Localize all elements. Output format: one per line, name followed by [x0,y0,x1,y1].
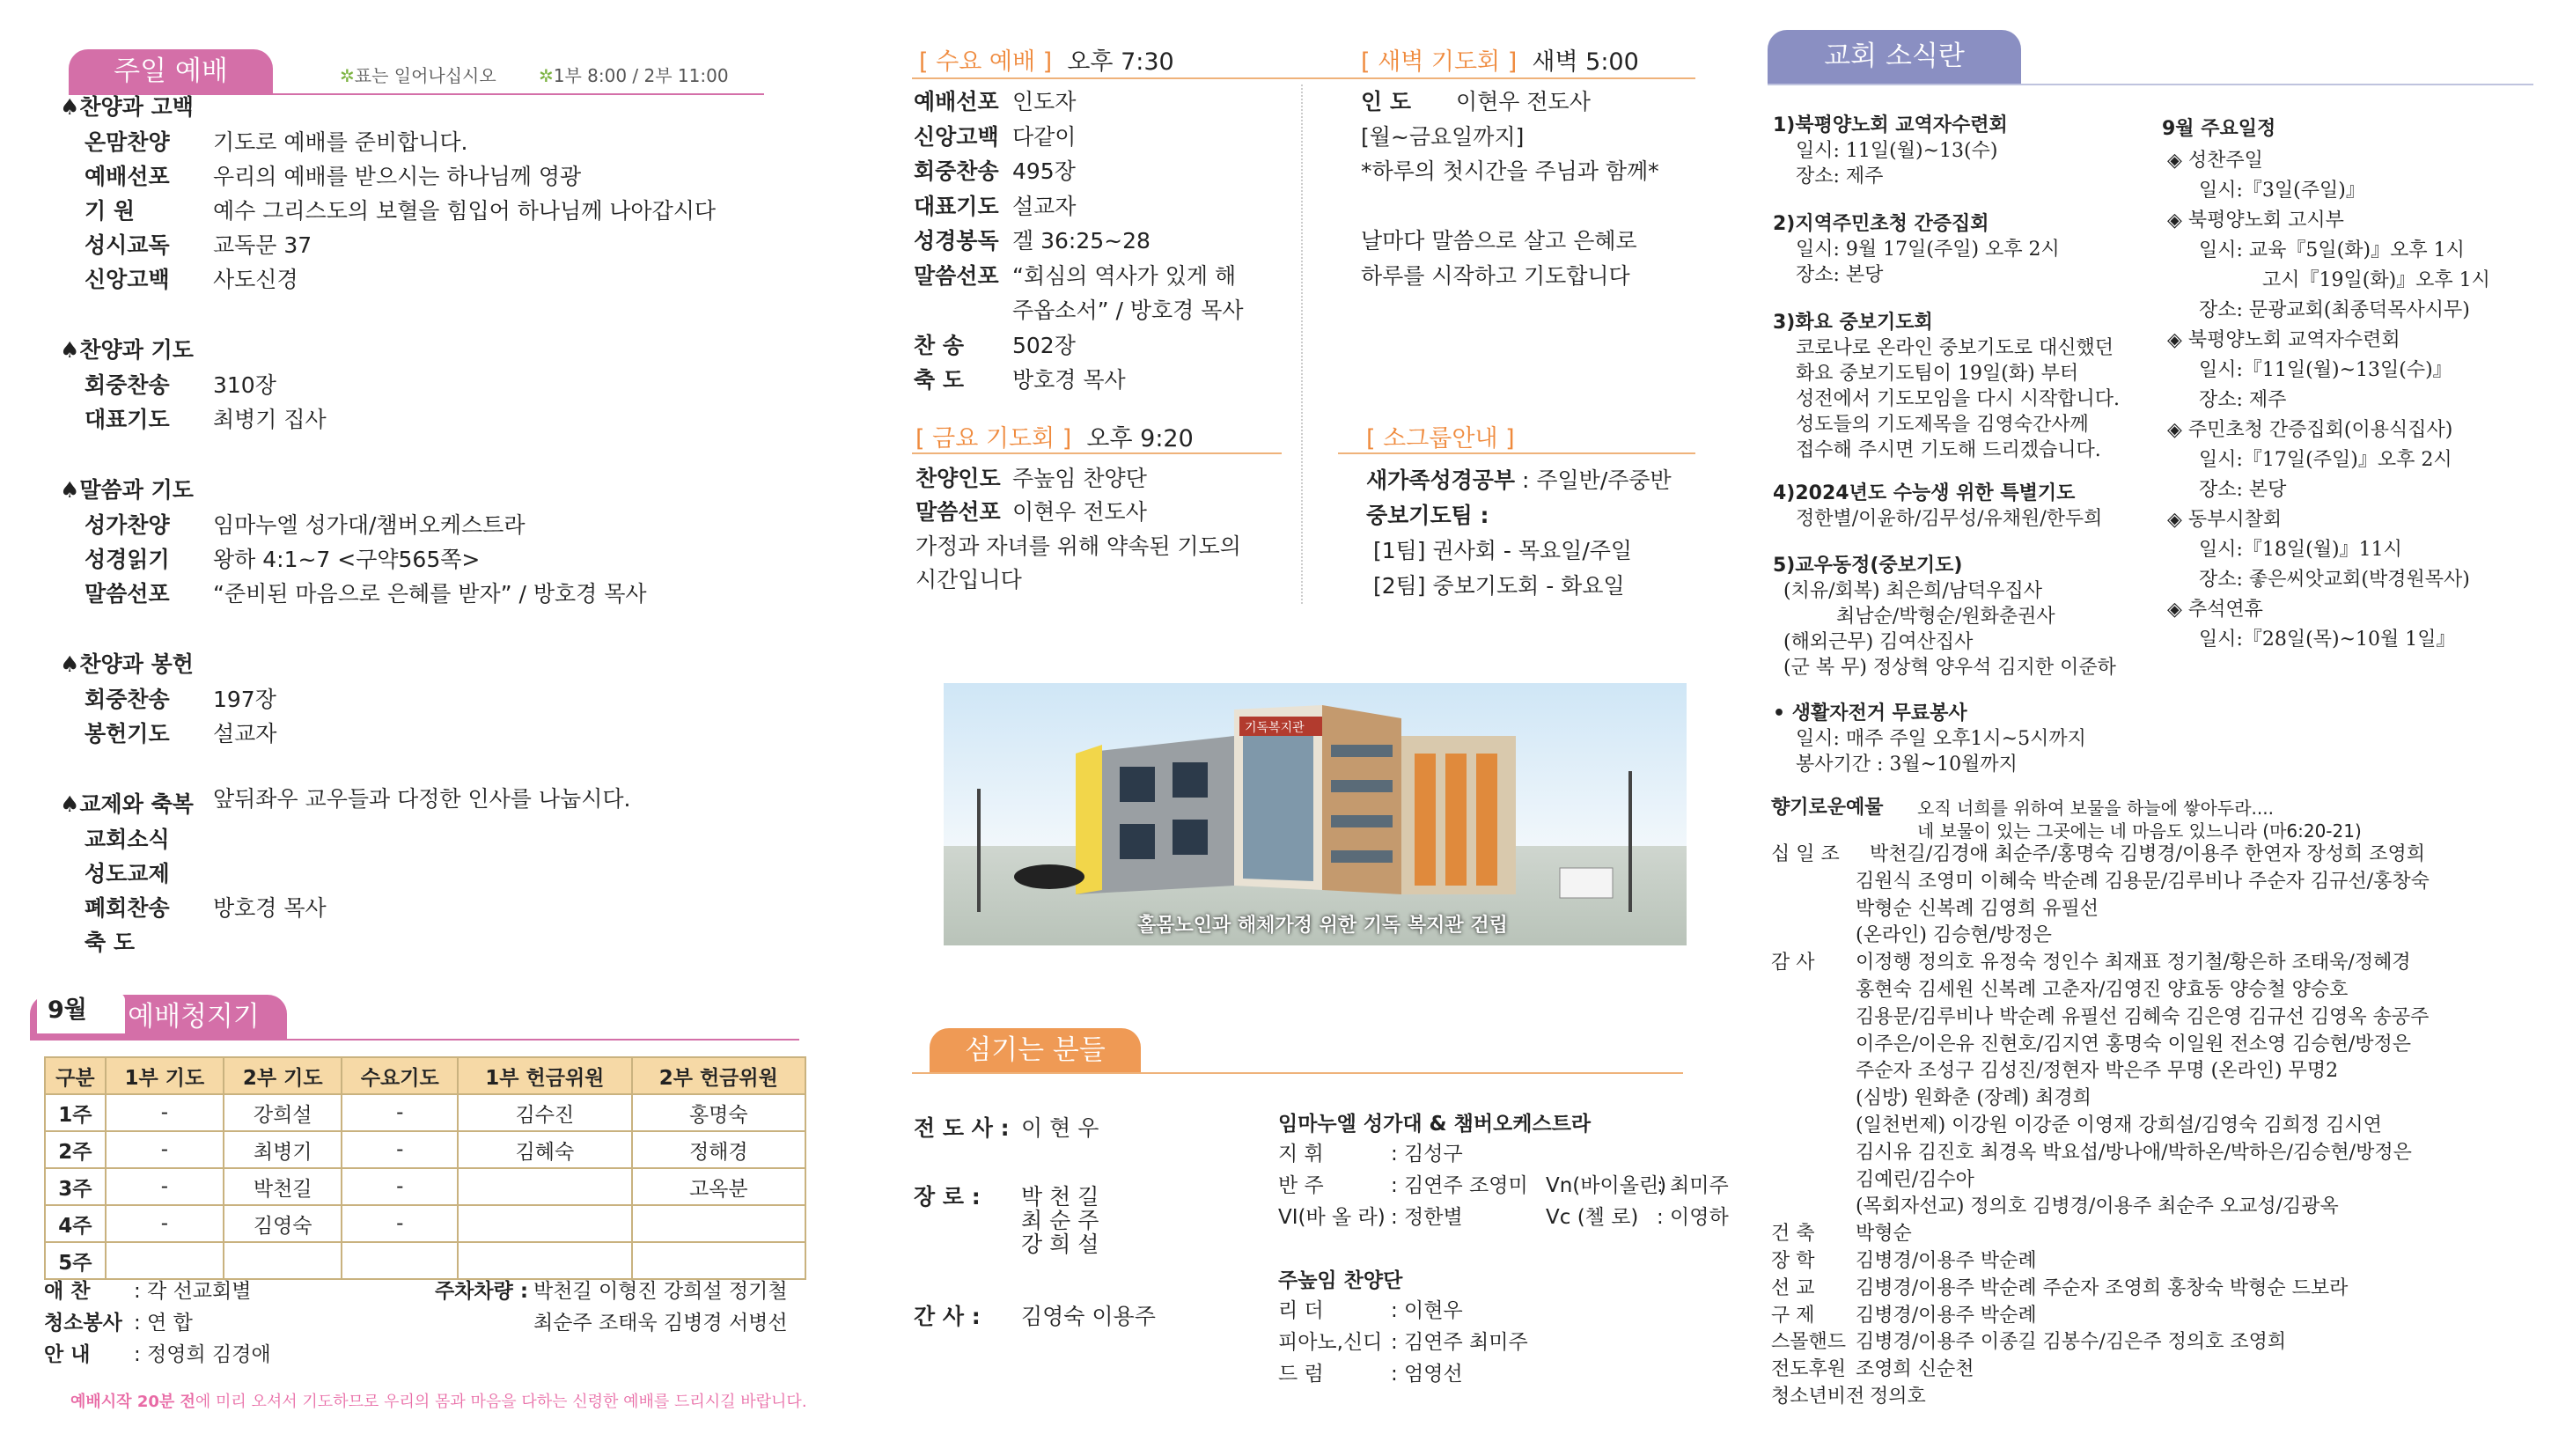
news-line: 장소: 본당 [1796,264,1884,286]
wed-value: 502장 [1012,332,1076,358]
smallgroup-line-1: 새가족성경공부 : 주일반/주중반 [1366,467,1672,493]
table-cell [458,1205,631,1242]
offering-names: 박천길/김경애 최순주/홍명숙 김병경/이용주 한연자 장성희 조영희 [1870,843,2426,865]
sept-title: 9월 주요일정 [2162,118,2276,140]
elders-label: 장 로 : [914,1184,981,1210]
choir-role: 지 휘 [1278,1143,1324,1166]
offering-category: 장 학 [1771,1250,1815,1272]
order-label: 폐회찬송 [85,895,170,921]
divider [1338,452,1695,454]
offering-names: 이주은/이은유 진현호/김지연 홍명숙 이일원 전소영 김승현/방정은 [1856,1033,2412,1055]
table-cell [342,1242,458,1279]
sept-line: ◈ 추석연휴 [2167,599,2263,621]
section-title: ♠찬양과 고백 [60,94,194,120]
offering-names: 김예린/김수아 [1856,1168,1974,1191]
month-box: 9월 [37,993,125,1033]
offering-category: 구 제 [1771,1304,1815,1327]
offering-names: 김시유 김진호 최경옥 박요섭/방나애/박하온/박하은/김승현/방정은 [1856,1141,2412,1164]
order-label: 온맘찬양 [85,129,170,155]
sept-line: 일시: 교육『5일(화)』오후 1시 [2199,239,2465,261]
parking-1: 박천길 이형진 강희설 정기철 [533,1280,788,1303]
offering-names: 김병경/이용주 박순례 [1856,1304,2037,1327]
news-line: 봉사기간 : 3월~10월까지 [1796,754,2018,776]
table-cell: 3주 [45,1168,106,1205]
offering-names: 박형순 [1856,1223,1912,1246]
news-line: 접수해 주시면 기도해 드리겠습니다. [1796,439,2101,461]
dawn-line: [월~금요일까지] [1361,123,1525,150]
order-value: 310장 [213,372,276,398]
fri-text-2: 시간입니다 [915,567,1022,592]
news-line: 일시: 11일(월)~13(수) [1796,140,1998,162]
table-cell: 박천길 [224,1168,342,1205]
fri-label: 말씀선포 [915,499,1001,525]
wed-value: 방호경 목사 [1012,367,1126,393]
sept-line: 일시:『3일(주일)』 [2199,180,2365,202]
elder-1: 박 천 길 [1021,1184,1099,1210]
order-label: 신앙고백 [85,267,170,292]
table-cell: 4주 [45,1205,106,1242]
offering-category: 청소년비전 [1771,1386,1865,1408]
offering-category: 선 교 [1771,1276,1815,1299]
order-value: 사도신경 [213,267,298,292]
duty-value: : 각 선교회별 [134,1280,252,1303]
choir-title: 임마누엘 성가대 & 챔버오케스트라 [1278,1113,1592,1136]
divider [1768,84,2533,85]
news-line: 일시: 매주 주일 오후1시~5시까지 [1796,728,2086,750]
column-divider [1301,85,1303,604]
wed-label: 회중찬송 [914,158,999,184]
sept-line: ◈ 북평양노회 교역자수련회 [2167,329,2400,351]
order-value: 방호경 목사 [213,895,327,921]
offering-category: 건 축 [1771,1223,1815,1246]
offering-names: (심방) 원화춘 (장례) 최경희 [1856,1087,2092,1110]
table-row [45,1131,805,1168]
table-row [45,1242,805,1279]
offering-category: 전도후원 [1771,1358,1847,1381]
sept-line: ◈ 동부시찰회 [2167,509,2283,531]
news-title: 1)북평양노회 교역자수련회 [1773,114,2008,136]
jeondosa-name: 이 현 우 [1021,1115,1099,1141]
tab-schedule: 예배청지기 [30,995,287,1039]
sept-line: 고시『19일(화)』오후 1시 [2262,269,2490,291]
parking-label: 주차차량 : [435,1280,529,1303]
wed-label: 예배선포 [914,89,999,114]
sept-line: ◈ 주민초청 간증집회(이용식집사) [2167,419,2453,441]
wed-label: 말씀선포 [914,262,999,289]
tab-servers: 섬기는 분들 [930,1028,1141,1072]
offering-names: 주순자 조성구 김성진/정현자 박은주 무명 (온라인) 무명2 [1856,1060,2339,1083]
wed-value: 495장 [1012,158,1076,184]
offering-names: (일천번제) 이강원 이강준 이영재 강희설/김영숙 김희정 김시연 [1856,1114,2382,1136]
choir-name: : 최미주 [1657,1174,1729,1197]
sept-line: ◈ 북평양노회 고시부 [2167,210,2344,232]
offering-names: 김용문/김루비나 박순례 유필선 김혜숙 김은영 김규선 김영옥 송공주 [1856,1005,2430,1028]
wed-label: 찬 송 [914,332,965,358]
offering-names: 김원식 조영미 이혜숙 박순례 김용문/김루비나 주순자 김규선/홍창숙 [1856,870,2430,893]
table-header: 2부 기도 [224,1057,342,1094]
praise-name: : 이현우 [1391,1299,1463,1322]
table-cell: 강희설 [224,1094,342,1131]
fri-value: 이현우 전도사 [1012,499,1147,525]
order-value: 기도로 예배를 준비합니다. [213,129,468,155]
order-label: 교회소식 [85,827,170,852]
duty-label: 애 찬 [44,1280,91,1303]
divider [30,1039,799,1041]
choir-role: Vc (첼 로) [1546,1206,1639,1229]
offering-names: (온라인) 김승현/방정은 [1856,924,2052,947]
news-line: (해외근무) 김여산집사 [1783,631,1974,653]
offering-names: 조영희 신순천 [1856,1358,1974,1381]
wed-value: 인도자 [1012,89,1077,114]
sept-line: 일시:『18일(월)』11시 [2199,539,2402,561]
fri-label: 찬양인도 [915,466,1001,491]
table-cell [458,1168,631,1205]
order-label: 성시교독 [85,232,170,258]
table-header: 1부 기도 [106,1057,224,1094]
sept-line: 일시:『28일(목)~10월 1일』 [2199,629,2456,651]
dawn-line: *하루의 첫시간을 주님과 함께* [1361,158,1659,184]
order-value: “준비된 마음으로 은혜를 받자” / 방호경 목사 [213,581,647,607]
table-cell [458,1242,631,1279]
news-title: 5)교우동정(중보기도) [1773,555,1963,577]
news-line: (군 복 무) 정상혁 양우석 김지한 이준하 [1783,657,2116,679]
table-row [45,1094,805,1131]
choir-role: 반 주 [1278,1174,1324,1197]
news-line: 최남순/박형순/원화춘권사 [1836,606,2055,628]
order-label: 성도교제 [85,861,170,886]
news-line: 장소: 제주 [1796,165,1884,188]
offering-title: 향기로운예물 [1771,796,1884,819]
sept-line: 장소: 문광교회(최종덕목사시무) [2199,299,2470,321]
order-label: 대표기도 [85,407,170,432]
gansa-names: 김영숙 이용주 [1021,1304,1156,1329]
order-value: 우리의 예배를 받으시는 하나님께 영광 [213,164,582,189]
standing-note: ✲표는 일어나십시오 [340,65,496,86]
elder-3: 강 희 설 [1021,1232,1099,1257]
wed-value: “회심의 역사가 있게 해 [1012,262,1237,289]
wed-value: 주옵소서” / 방호경 목사 [1012,298,1244,323]
jeondosa-label: 전 도 사 : [914,1115,1010,1141]
building-sign: 기독복지관 [1245,721,1305,735]
table-cell [632,1242,805,1279]
order-value: 임마누엘 성가대/챔버오케스트라 [213,512,526,538]
table-cell [106,1242,224,1279]
smallgroup-line-3: [1팀] 권사회 - 목요일/주일 [1373,538,1633,563]
table-header: 구분 [45,1057,106,1094]
table-cell [632,1205,805,1242]
section-title: ♠말씀과 기도 [60,477,194,503]
order-label: 성경읽기 [85,547,170,572]
divider [912,1072,1683,1074]
order-label: 기 원 [85,198,136,224]
order-label: 성가찬양 [85,512,170,538]
offering-names: 이정행 정의호 유정숙 정인수 최재표 정기철/황은하 조태욱/정혜경 [1856,952,2411,974]
dawn-leader-label: 인 도 [1361,89,1412,114]
table-cell: 김혜숙 [458,1131,631,1168]
table-cell: - [342,1094,458,1131]
news-line: 일시: 9월 17일(주일) 오후 2시 [1796,239,2060,261]
choir-role: VI(바 올 라) [1278,1206,1386,1229]
table-cell [224,1242,342,1279]
order-label: 예배선포 [85,164,170,189]
choir-name: : 김성구 [1391,1143,1463,1166]
table-cell: 홍명숙 [632,1094,805,1131]
news-title: 2)지역주민초청 간증집회 [1773,213,1989,235]
offering-names: (목회자선교) 정의호 김병경/이용주 최순주 오교성/김광옥 [1856,1195,2339,1218]
section-title: ♠찬양과 기도 [60,337,194,363]
order-label: 회중찬송 [85,372,170,398]
sept-line: 일시:『11일(월)~13일(수)』 [2199,359,2452,381]
sept-line: 장소: 본당 [2199,479,2287,501]
fri-text-1: 가정과 자녀를 위해 약속된 기도의 [915,533,1241,559]
offering-verse-2: 네 보물이 있는 그곳에는 네 마음도 있느니라 (마6:20-21) [1917,820,2362,842]
table-header: 수요기도 [342,1057,458,1094]
news-line: 화요 중보기도팀이 19일(화) 부터 [1796,363,2079,385]
duty-label: 청소봉사 [44,1312,122,1335]
choir-name: : 김연주 조영미 [1391,1174,1528,1197]
table-cell: - [106,1094,224,1131]
praise-role: 피아노,신디 [1278,1331,1383,1354]
table-cell: 김영숙 [224,1205,342,1242]
table-cell: - [342,1131,458,1168]
choir-role: Vn(바이올린) [1546,1174,1667,1197]
wed-label: 대표기도 [914,193,999,219]
praise-role: 드 럼 [1278,1363,1324,1386]
table-row [45,1205,805,1242]
table-cell: 5주 [45,1242,106,1279]
section-title: ♠찬양과 봉헌 [60,651,194,677]
sept-line: 일시:『17일(주일)』오후 2시 [2199,449,2452,471]
table-cell: 고옥분 [632,1168,805,1205]
news-title: • 생활자전거 무료봉사 [1773,702,1967,724]
sept-line: ◈ 성찬주일 [2167,150,2263,172]
table-cell: - [106,1168,224,1205]
offering-names: 박형순 신복례 김영희 유필선 [1856,897,2099,920]
service-times-note: ✲1부 8:00 / 2부 11:00 [539,65,729,86]
wed-label: 신앙고백 [914,123,999,150]
duty-label: 안 내 [44,1343,91,1366]
table-cell: 정해경 [632,1131,805,1168]
wed-value: 겔 36:25~28 [1012,228,1151,254]
wed-header: [ 수요 예배 ] 오후 7:30 [919,48,1174,76]
tab-church-news: 교회 소식란 [1768,30,2021,85]
order-label: 말씀선포 [85,581,170,607]
news-title: 3)화요 중보기도회 [1773,312,1933,334]
order-value: 설교자 [213,721,277,746]
offering-names: 김병경/이용주 박순례 주순자 조영희 홍창숙 박형순 드보라 [1856,1276,2349,1299]
section-inline-text: 앞뒤좌우 교우들과 다정한 인사를 나눕시다. [213,786,631,812]
offering-category: 스몰핸드 [1771,1331,1847,1354]
order-value: 교독문 37 [213,232,312,258]
wed-label: 축 도 [914,367,965,393]
sept-line: 장소: 좋은씨앗교회(박경원목사) [2199,569,2470,591]
choir-name: : 정한별 [1391,1206,1463,1229]
dawn-line: 하루를 시작하고 기도합니다 [1361,262,1630,289]
order-value: 197장 [213,687,276,712]
offering-names: 정의호 [1870,1386,1926,1408]
news-title: 4)2024년도 수능생 위한 특별기도 [1773,482,2076,504]
divider [912,77,1695,79]
order-label: 축 도 [85,930,136,955]
news-line: (치유/회복) 최은희/남덕우집사 [1783,580,2043,602]
duty-value: : 정영희 김경애 [134,1343,271,1366]
table-cell: 김수진 [458,1094,631,1131]
dawn-line: 날마다 말씀으로 살고 은혜로 [1361,228,1637,254]
table-cell: 1주 [45,1094,106,1131]
offering-category: 감 사 [1771,952,1815,974]
news-line: 코로나로 온라인 중보기도로 대신했던 [1796,337,2114,359]
table-cell: - [106,1131,224,1168]
table-cell: 최병기 [224,1131,342,1168]
parking-2: 최순주 조태욱 김병경 서병선 [533,1312,788,1335]
elder-2: 최 순 주 [1021,1208,1099,1233]
duty-value: : 연 합 [134,1312,193,1335]
fri-value: 주높임 찬양단 [1012,466,1147,491]
sept-line: 장소: 제주 [2199,389,2287,411]
offering-names: 홍현숙 김세원 신복례 고춘자/김영진 양효동 양승철 양승호 [1856,979,2349,1001]
choir-name: : 이영하 [1657,1206,1729,1229]
gansa-label: 간 사 : [914,1304,981,1329]
smallgroup-line-2: 중보기도팀 : [1366,503,1489,528]
order-value: 최병기 집사 [213,407,327,432]
dawn-header: [ 새벽 기도회 ] 새벽 5:00 [1361,48,1639,76]
table-cell: - [342,1205,458,1242]
news-line: 성도들의 기도제목을 김영숙간사께 [1796,414,2089,436]
tab-sunday-worship: 주일 예배 [69,49,273,93]
schedule-table [44,1056,806,1280]
table-header: 2부 헌금위원 [632,1057,805,1094]
table-header: 1부 헌금위원 [458,1057,631,1094]
news-line: 정한별/이윤하/김무성/유채원/한두희 [1796,508,2103,530]
building-caption: 홀몸노인과 해체가정 위한 기독 복지관 건립 [1137,915,1508,937]
praise-name: : 김연주 최미주 [1391,1331,1528,1354]
dawn-line: 이현우 전도사 [1456,89,1591,114]
offering-category: 십 일 조 [1771,843,1840,865]
order-label: 봉헌기도 [85,721,170,746]
order-label: 회중찬송 [85,687,170,712]
divider [912,452,1282,454]
smallgroup-line-4: [2팀] 중보기도회 - 화요일 [1373,573,1625,599]
praise-title: 주높임 찬양단 [1278,1269,1403,1292]
table-cell: - [342,1168,458,1205]
order-value: 예수 그리스도의 보혈을 힘입어 하나님께 나아갑시다 [213,198,717,224]
table-row [45,1168,805,1205]
praise-name: : 엄영선 [1391,1363,1463,1386]
offering-names: 김병경/이용주 박순례 [1856,1250,2037,1272]
offering-names: 김병경/이용주 이종길 김봉수/김은주 정의호 조영희 [1856,1331,2287,1354]
welfare-center-illustration [944,683,1687,945]
news-line: 성전에서 기도모임을 다시 시작합니다. [1796,388,2121,410]
building-svg [944,683,1687,945]
wed-label: 성경봉독 [914,228,999,254]
section-title: ♠교제와 축복 [60,791,194,817]
wed-value: 설교자 [1012,193,1077,219]
order-value: 왕하 4:1~7 <구약565쪽> [213,547,481,572]
footer-note: 예배시작 20분 전에 미리 오셔서 기도하므로 우리의 몸과 마음을 다하는 신령한 예배를 드리시길 바랍니다. [70,1393,807,1411]
table-cell: 2주 [45,1131,106,1168]
offering-verse-1: 오직 너희를 위하여 보물을 하늘에 쌓아두라.... [1917,798,2274,819]
wed-value: 다같이 [1012,123,1077,150]
smallgroup-header: [ 소그룹안내 ] [1366,425,1515,452]
praise-role: 리 더 [1278,1299,1324,1322]
fri-header: [ 금요 기도회 ] 오후 9:20 [915,425,1194,452]
table-cell: - [106,1205,224,1242]
